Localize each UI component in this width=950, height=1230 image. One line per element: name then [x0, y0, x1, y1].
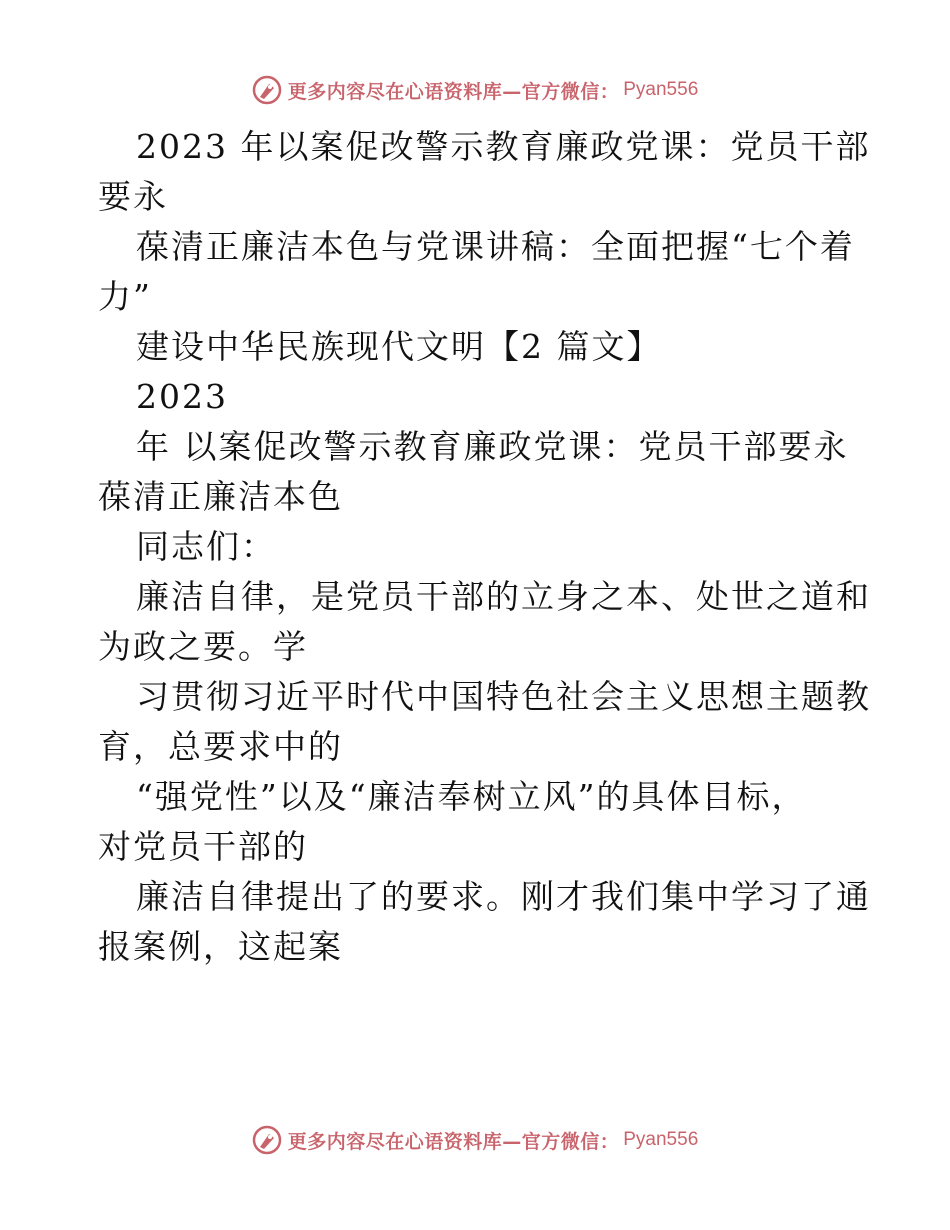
text-line: 育，总要求中的	[98, 727, 343, 766]
text-line: 力”	[98, 277, 152, 316]
text-line: 为政之要。学	[98, 627, 308, 666]
watermark-handle: Pyan556	[623, 79, 699, 100]
text-line: 2023 年以案促改警示教育廉政党课：党员干部	[136, 127, 871, 166]
text-line: 建设中华民族现代文明【2 篇文】	[136, 327, 662, 366]
text-line: 习贯彻习近平时代中国特色社会主义思想主题教	[136, 677, 871, 716]
text-line: 葆清正廉洁本色与党课讲稿：全面把握“七个着	[136, 227, 855, 266]
watermark-text: 更多内容尽在心语资料库—官方微信：	[287, 80, 620, 103]
text-line: 廉洁自律，是党员干部的立身之本、处世之道和	[136, 577, 871, 616]
header-watermark-banner	[0, 70, 950, 110]
text-line: 同志们：	[136, 527, 276, 566]
pen-nib-logo-icon	[252, 75, 282, 105]
footer-watermark-banner	[0, 1120, 950, 1160]
text-line: 廉洁自律提出了的要求。刚才我们集中学习了通	[136, 877, 871, 916]
text-line: 对党员干部的	[98, 827, 308, 866]
text-line: 报案例，这起案	[98, 927, 343, 966]
text-line: 要永	[98, 177, 168, 216]
text-line: 2023	[136, 377, 228, 416]
pen-nib-logo-icon	[252, 1125, 282, 1155]
text-line: “强党性”以及“廉洁奉树立风”的具体目标，	[136, 777, 807, 816]
text-line: 葆清正廉洁本色	[98, 477, 343, 516]
text-line: 年 以案促改警示教育廉政党课：党员干部要永	[136, 427, 849, 466]
watermark-handle: Pyan556	[623, 1129, 699, 1150]
document-body	[98, 122, 871, 972]
watermark-text: 更多内容尽在心语资料库—官方微信：	[287, 1130, 620, 1153]
